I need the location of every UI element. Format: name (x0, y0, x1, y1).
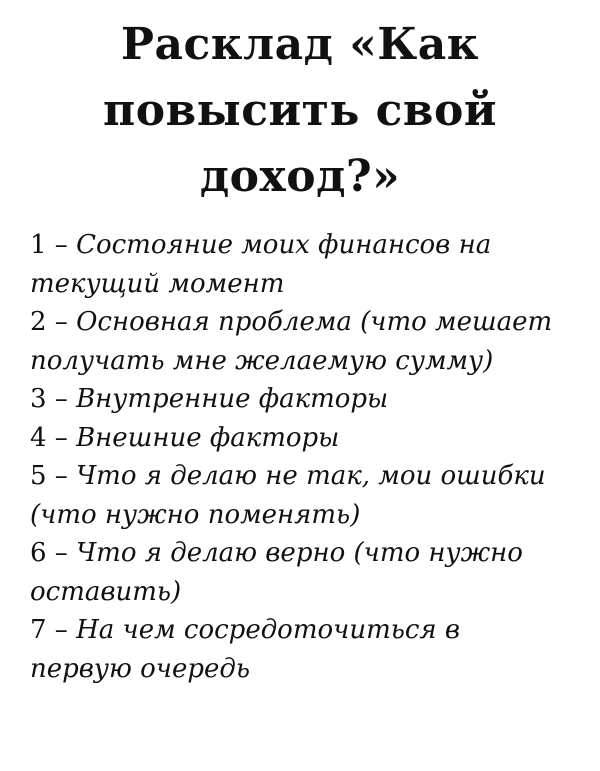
title-line-1: Расклад «Как (120, 19, 480, 70)
list-item (30, 611, 570, 688)
list-item (30, 303, 570, 380)
position-list (30, 226, 570, 688)
item-number: 3 – (30, 384, 68, 414)
list-item (30, 457, 570, 534)
item-number: 1 – (30, 230, 68, 260)
list-item (30, 534, 570, 611)
item-number: 2 – (30, 307, 68, 337)
item-text: Что я делаю не так, мои ошибки (что нужно поменять) (30, 461, 546, 530)
item-text: На чем сосредоточиться в первую очередь (30, 615, 461, 684)
item-text: Основная проблема (что мешает получать мне желаемую сумму) (30, 307, 553, 376)
item-number: 7 – (30, 615, 68, 645)
title-line-2: повысить свой (103, 85, 497, 136)
list-item (30, 419, 570, 458)
title-line-3: доход?» (199, 151, 401, 202)
item-number: 5 – (30, 461, 68, 491)
item-text: Что я делаю верно (что нужно оставить) (30, 538, 523, 607)
list-item (30, 226, 570, 303)
item-text: Внешние факторы (76, 422, 340, 453)
item-number: 6 – (30, 538, 68, 568)
list-item (30, 380, 570, 419)
item-text: Состояние моих финансов на текущий момент (30, 230, 492, 299)
item-number: 4 – (30, 422, 68, 453)
page-title (30, 12, 570, 210)
item-text: Внутренние факторы (76, 384, 389, 414)
